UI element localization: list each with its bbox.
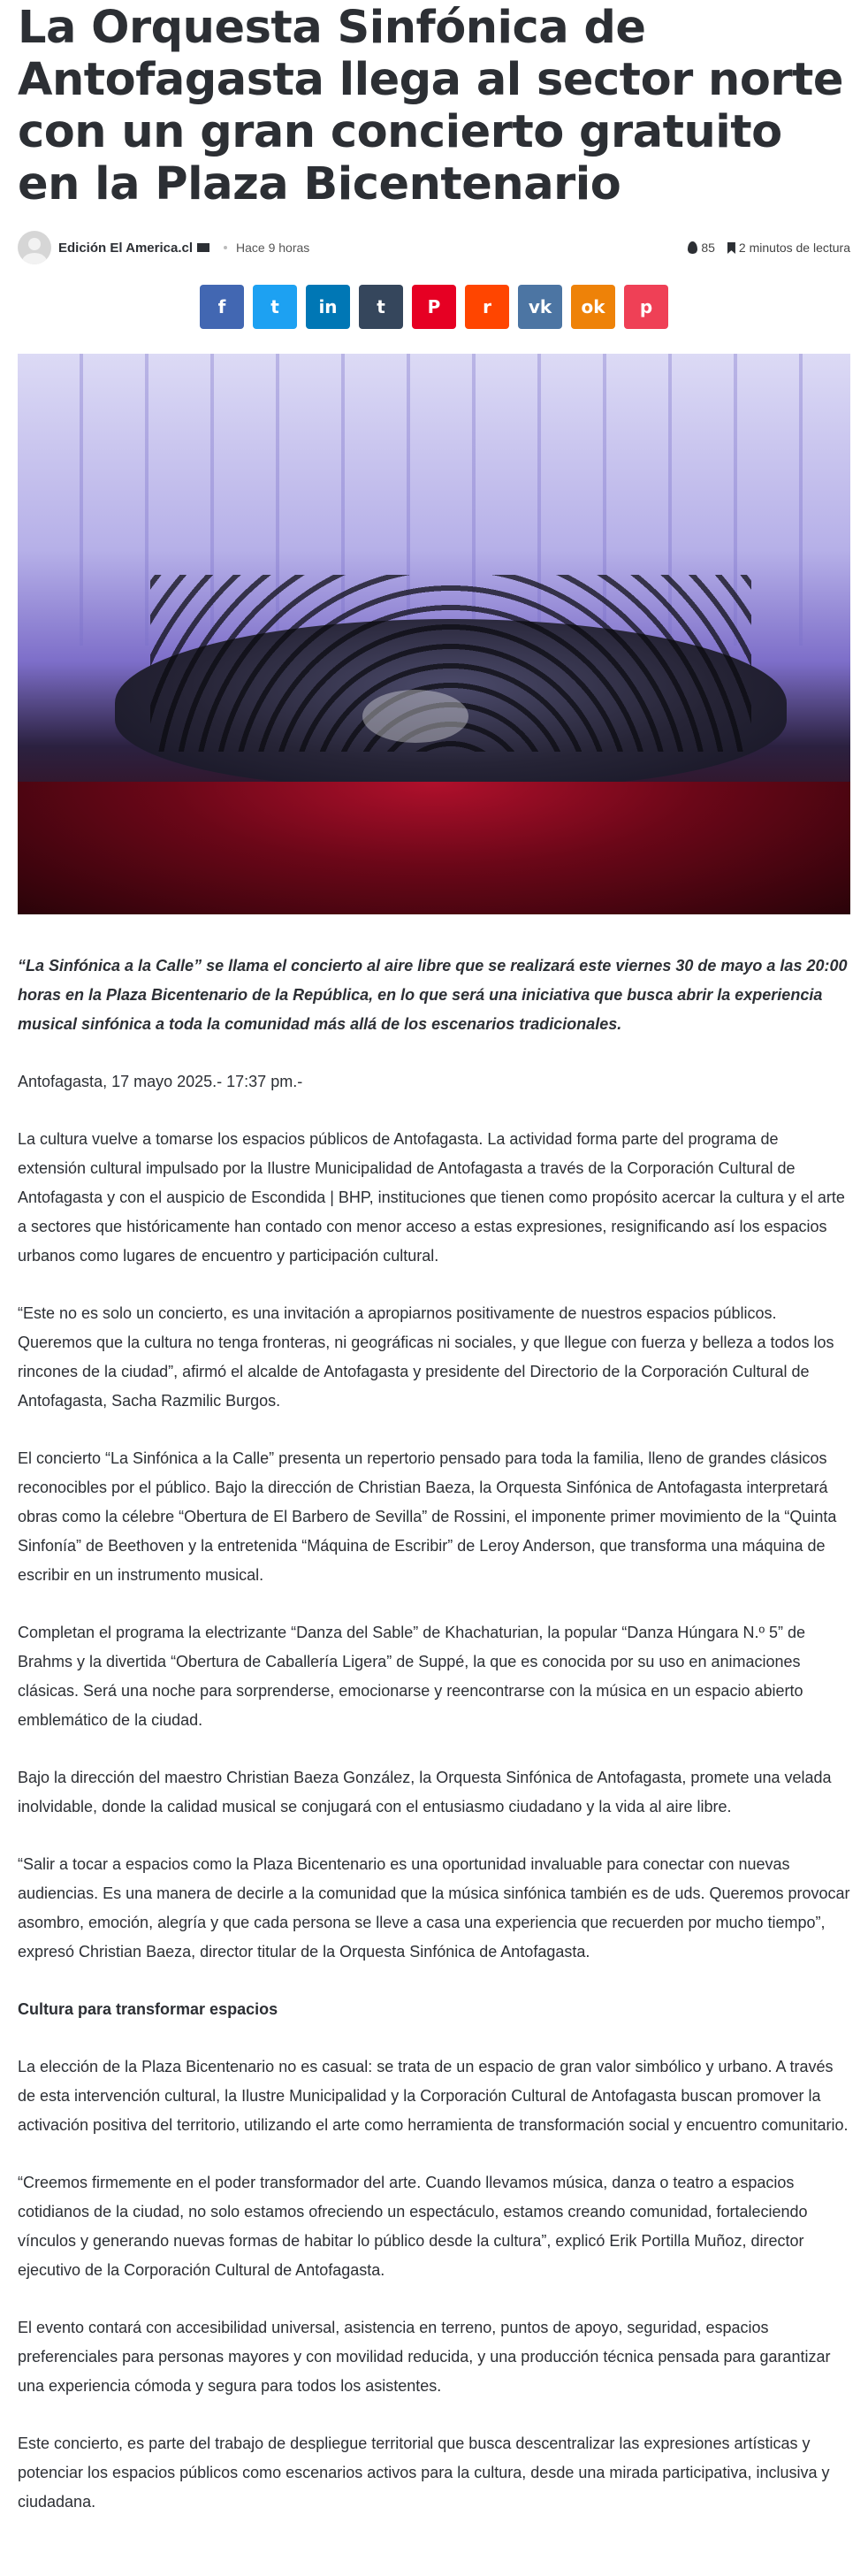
avatar-head-shape — [28, 238, 41, 250]
lead-quote: “La Sinfónica a la Calle” — [18, 957, 202, 975]
article-title: La Orquesta Sinfónica de Antofagasta llega al sector norte con un gran concierto gratuito en la Plaza Bicentenario — [18, 2, 843, 210]
post-time: Hace 9 horas — [236, 241, 310, 255]
article-paragraph: Completan el programa la electrizante “Danza del Sable” de Khachaturian, la popular “Danza Húngara N.º 5” de Brahms y la divertida “Obertura de Caballería Ligera” de Suppé, la que es conocida por su uso en animaciones clásicas. Será una noche para sorprenderse, emocionarse y reencontrarse con la música en un espacio abierto emblemático de la ciudad. — [18, 1624, 806, 1729]
bookmark-icon — [727, 242, 735, 254]
paragraphs-group-1 — [18, 1125, 850, 1967]
orchestra-photo — [18, 354, 850, 914]
post-stats — [688, 241, 850, 255]
article-paragraph: El concierto “La Sinfónica a la Calle” presenta un repertorio pensado para toda la familia, lleno de grandes clásicos reconocibles por el público. Bajo la dirección de Christian Baeza, la Orquesta Sinfónica de Antofagasta interpretará obras como la célebre “Obertura de El Barbero de Sevilla” de Rossini, el imponente primer movimiento de la “Quinta Sinfonía” de Beethoven y la entretenida “Máquina de Escribir” de Leroy Anderson, que transforma una máquina de escribir en un instrumento musical. — [18, 1449, 837, 1584]
author-avatar[interactable] — [18, 231, 51, 264]
share-linkedin-button[interactable] — [306, 285, 350, 329]
article-paragraph: “Creemos firmemente en el poder transformador del arte. Cuando llevamos música, danza o teatro a espacios cotidianos de la ciudad, no solo estamos ofreciendo un espectáculo, estamos creando comunidad, fortaleciendo vínculos y generando nuevas formas de habitar lo público desde la cultura”, explicó Erik Portilla Muñoz, director ejecutivo de la Corporación Cultural de Antofagasta. — [18, 2174, 808, 2279]
read-time-value: 2 minutos de lectura — [738, 241, 850, 255]
tumblr-icon: t — [377, 296, 385, 317]
share-tumblr-button[interactable] — [359, 285, 403, 329]
article-paragraph: La cultura vuelve a tomarse los espacios públicos de Antofagasta. La actividad forma parte del programa de extensión cultural impulsado por la Ilustre Municipalidad de Antofagasta a través de la Corporación Cultural de Antofagasta y con el auspicio de Escondida | BHP, instituciones que tienen como propósito acercar la cultura y el arte a sectores que históricamente han contado con menor acceso a estas expresiones, resignificando así los espacios urbanos como lugares de encuentro y participación cultural. — [18, 1130, 845, 1265]
odnoklassniki-icon: ok — [581, 296, 605, 317]
author-link[interactable]: Edición El America.cl — [58, 240, 193, 256]
share-facebook-button[interactable] — [200, 285, 244, 329]
views-value: 85 — [701, 241, 715, 255]
article-paragraph: “Salir a tocar a espacios como la Plaza Bicentenario es una oportunidad invaluable para conectar con nuevas audiencias. Es una manera de decirle a la comunidad que la música sinfónica también es de uds. Queremos provocar asombro, emoción, alegría y que cada persona se lleve a casa una experiencia que recuerden por mucho tiempo”, expresó Christian Baeza, director titular de la Orquesta Sinfónica de Antofagasta. — [18, 1855, 850, 1961]
read-time — [727, 241, 850, 255]
mail-icon[interactable] — [197, 243, 209, 252]
flame-icon — [688, 241, 697, 254]
share-vk-button[interactable] — [518, 285, 562, 329]
reddit-icon: r — [483, 296, 491, 317]
facebook-icon: f — [217, 296, 226, 317]
separator-dot — [224, 246, 227, 249]
lead-text: se llama el concierto al aire libre que se realizará este viernes 30 de mayo a las 20:00 horas en la Plaza Bicentenario de la República, en lo que será una iniciativa que busca abrir la experiencia musical sinfónica a toda la comunidad más allá de los escenarios tradicionales. — [18, 957, 848, 1033]
article-paragraph: La elección de la Plaza Bicentenario no es casual: se trata de un espacio de gran valor simbólico y urbano. A través de esta intervención cultural, la Ilustre Municipalidad y la Corporación Cultural de Antofagasta buscan promover la activación positiva del territorio, utilizando el arte como herramienta de transformación social y encuentro comunitario. — [18, 2058, 849, 2134]
article-paragraph: Este concierto, es parte del trabajo de despliegue territorial que busca descentralizar las expresiones artísticas y potenciar los espacios públicos como escenarios activos para la cultura, desde una mirada participativa, inclusiva y ciudadana. — [18, 2435, 830, 2511]
pocket-icon: p — [639, 296, 653, 317]
share-reddit-button[interactable] — [465, 285, 509, 329]
linkedin-icon: in — [318, 296, 338, 317]
dateline: Antofagasta, 17 mayo 2025.- 17:37 pm.- — [18, 1073, 303, 1090]
avatar-torso-shape — [22, 253, 47, 264]
share-pinterest-button[interactable] — [412, 285, 456, 329]
article-paragraph: “Este no es solo un concierto, es una invitación a apropiarnos positivamente de nuestros espacios públicos. Queremos que la cultura no tenga fronteras, ni geográficas ni sociales, y que llegue con fuerza y belleza a todos los rincones de la ciudad”, afirmó el alcalde de Antofagasta y presidente del Directorio de la Corporación Cultural de Antofagasta, Sacha Razmilic Burgos. — [18, 1304, 834, 1410]
article-paragraph: Bajo la dirección del maestro Christian Baeza González, la Orquesta Sinfónica de Antofagasta, promete una velada inolvidable, donde la calidad musical se conjugará con el entusiasmo ciudadano y la vida al aire libre. — [18, 1769, 832, 1815]
article-body — [18, 952, 850, 2517]
share-bar — [18, 285, 850, 329]
share-twitter-button[interactable] — [253, 285, 297, 329]
views-count — [688, 241, 715, 255]
paragraphs-group-2 — [18, 2052, 850, 2517]
photo-spotlight — [362, 690, 468, 743]
article-paragraph: El evento contará con accesibilidad universal, asistencia en terreno, puntos de apoyo, seguridad, espacios preferenciales para personas mayores y con movilidad reducida, y una producción técnica pensada para garantizar una experiencia cómoda y segura para todos los asistentes. — [18, 2319, 831, 2395]
pinterest-icon: P — [427, 296, 441, 317]
share-odnoklassniki-button[interactable] — [571, 285, 615, 329]
lead-paragraph — [18, 952, 850, 1039]
twitter-icon: t — [270, 296, 279, 317]
vk-icon: vk — [528, 296, 552, 317]
article-meta — [18, 230, 850, 265]
photo-curtain — [18, 782, 850, 914]
section-subheading: Cultura para transformar espacios — [18, 2000, 278, 2018]
share-pocket-button[interactable] — [624, 285, 668, 329]
